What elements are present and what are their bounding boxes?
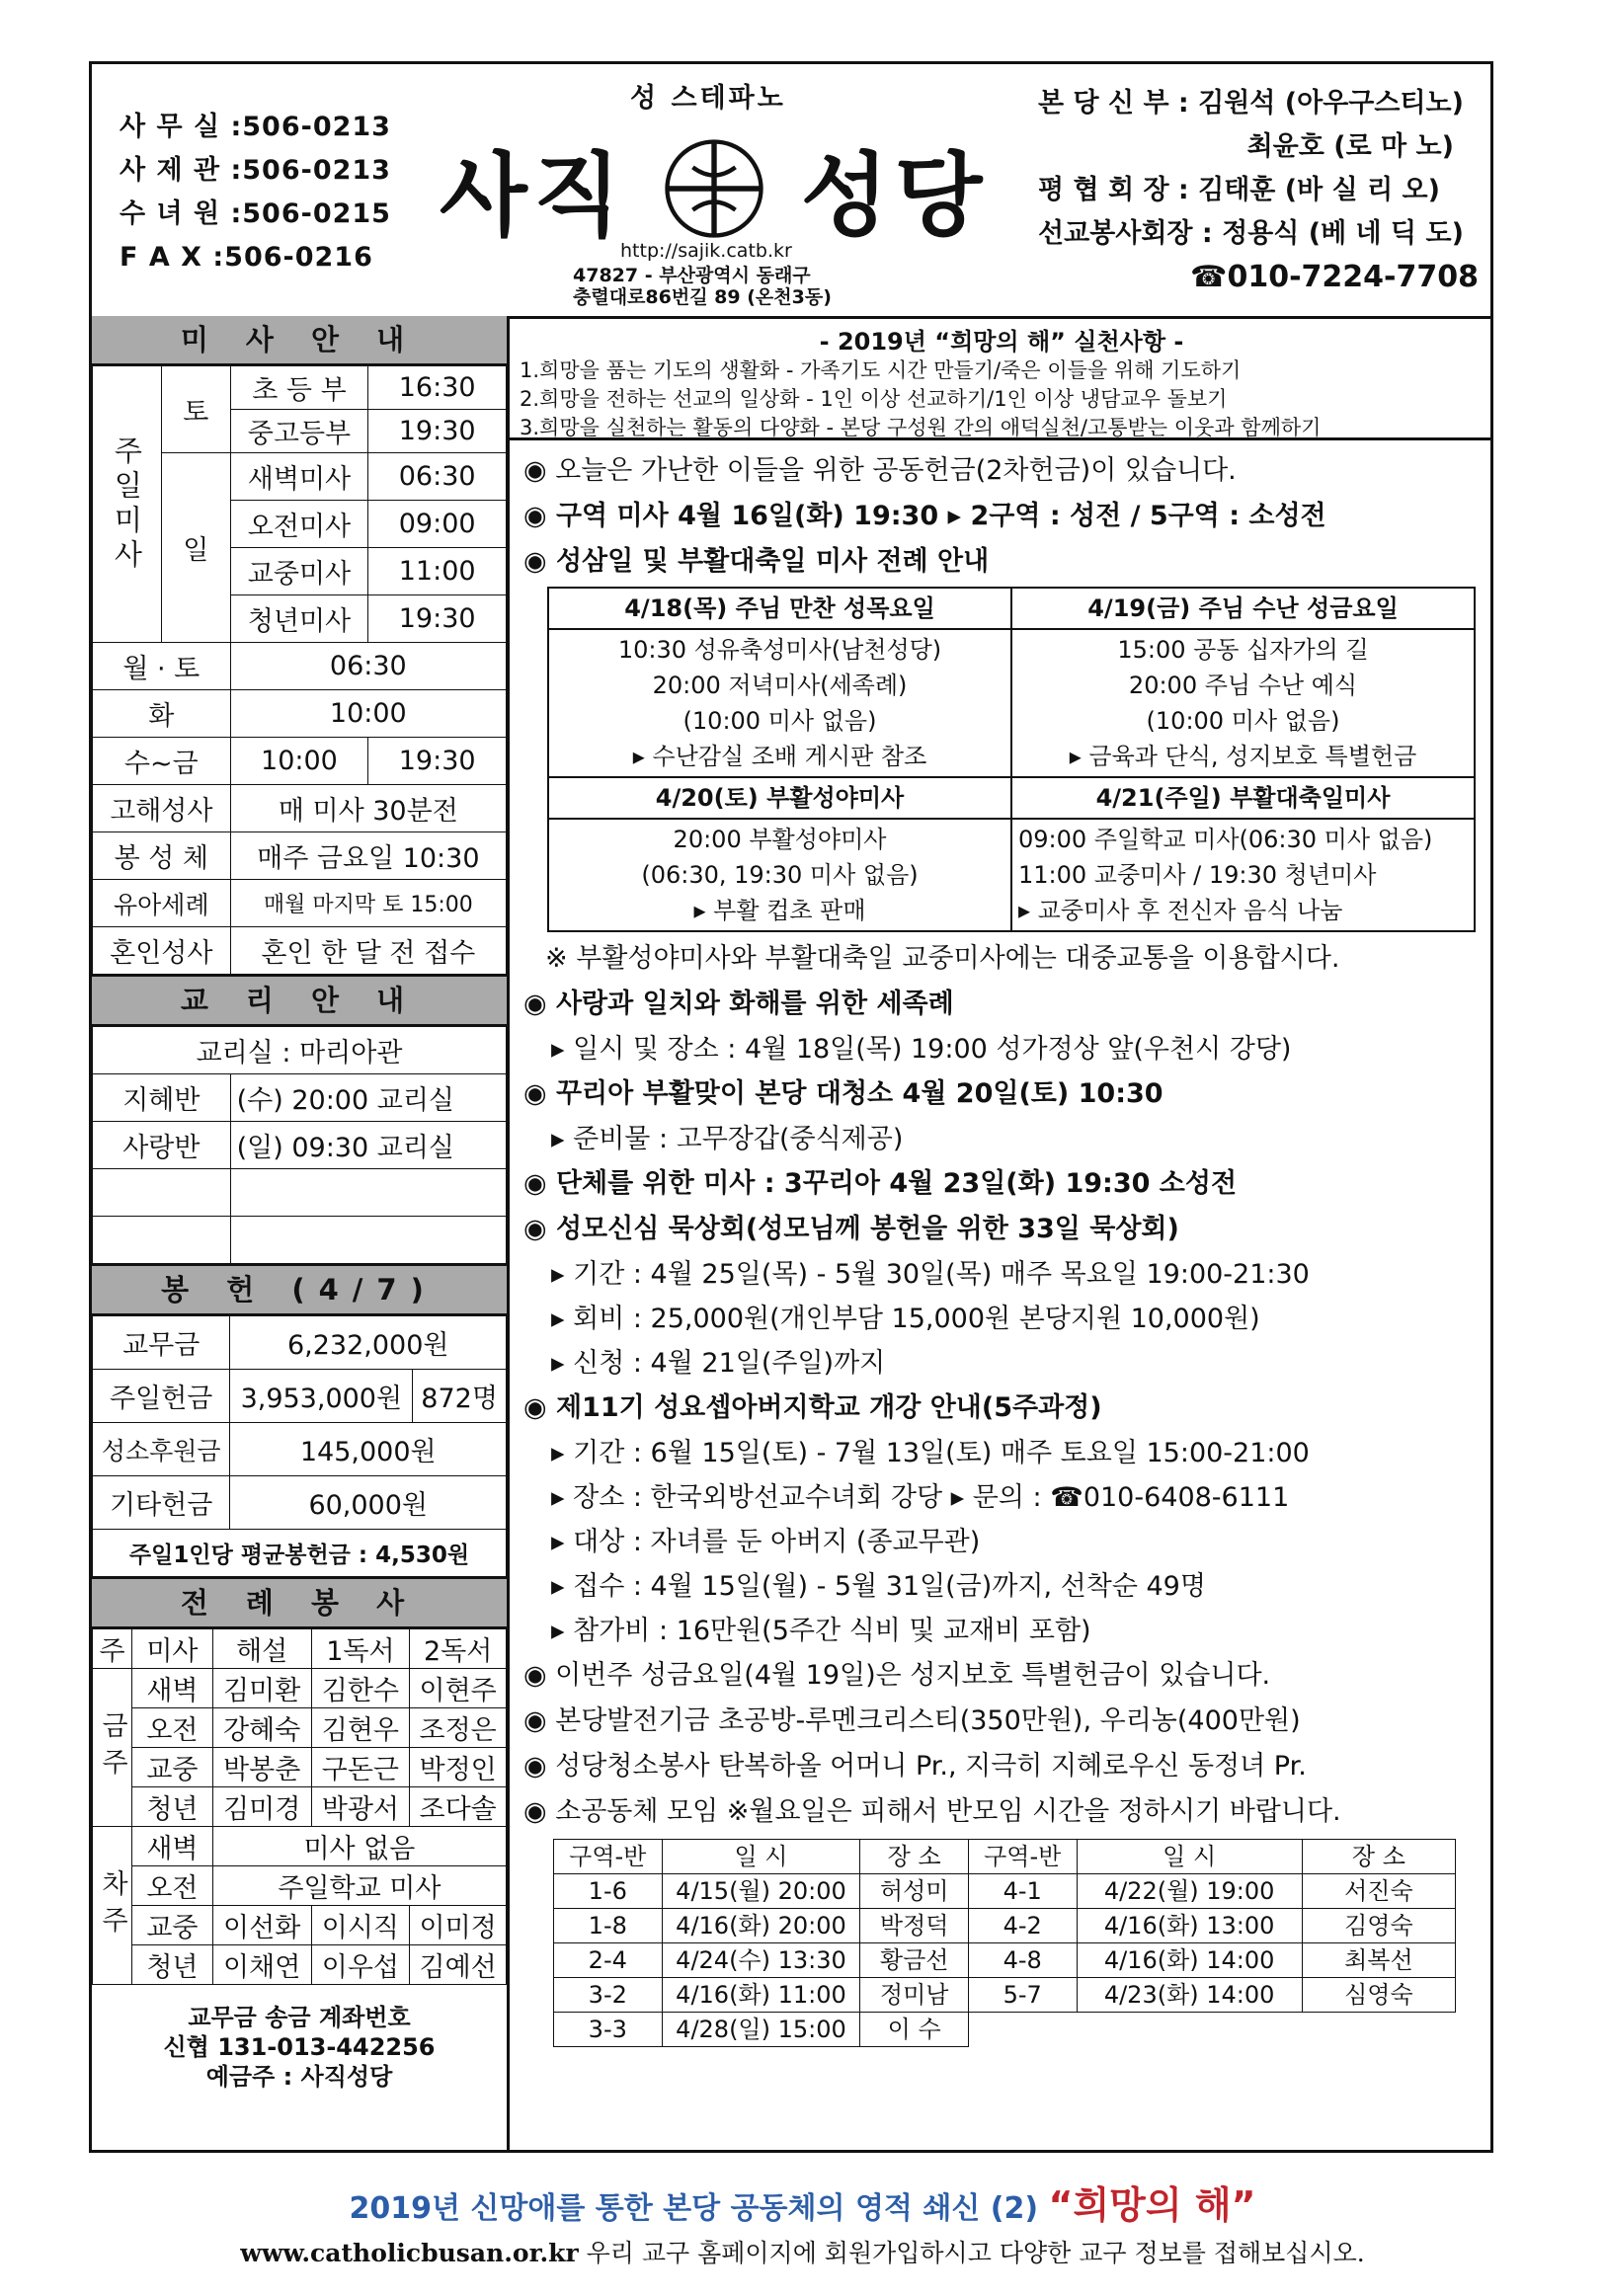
parish-url[interactable]: http://sajik.catb.kr [620, 240, 792, 262]
notice-item: ◉ 소공동체 모임 ※월요일은 피해서 반모임 시간을 정하시기 바랍니다. [523, 1796, 1341, 1827]
offering-heading: 봉 헌 (4/7) [92, 1264, 507, 1315]
parish-address: 47827 - 부산광역시 동래구 충렬대로86번길 89 (온천3동) [573, 265, 832, 308]
table-row: 구역-반 일 시 장 소 구역-반 일 시 장 소 [554, 1840, 1456, 1874]
notice-sub: ▸ 회비 : 25,000원(개인부담 15,000원 본당지원 10,000원) [551, 1304, 1260, 1334]
notice-item: ◉ 성삼일 및 부활대축일 미사 전례 안내 [523, 546, 990, 577]
notice-item: ◉ 본당발전기금 초공방-루멘크리스티(350만원), 우리농(400만원) [523, 1705, 1301, 1736]
table-row: 3-2 4/16(화) 11:00 정미남 5-7 4/23(화) 14:00 심영숙 [554, 1978, 1456, 2013]
table-row: 3-3 4/28(일) 15:00 이 수 [554, 2013, 1456, 2047]
mass-table: 주일미사 토 초 등 부 16:30 중고등부 19:30 일 새벽미사 06:30 오전미사 09:00 교중미사 11:00 청년미사 19:30 월 · 토 06:30 화 10:00 수~금 10:00 19:30 고해성사 매 미사 30분전 봉 성 체 매주 금요일 10:30 유아세례 매월 마지막 토 15:00 혼인성사 혼인 한 달 전 접수 [92, 365, 507, 975]
notice-sub: ▸ 참가비 : 16만원(5주간 식비 및 교재비 포함) [551, 1616, 1091, 1646]
contact-fax: F A X :506-0216 [120, 242, 373, 273]
right-column [510, 316, 1493, 2151]
footer-slogan: 2019년 신망애를 통한 본당 공동체의 영적 쇄신 (2) “희망의 해” [349, 2183, 1256, 2227]
service-heading: 전 례 봉 사 [92, 1577, 507, 1628]
left-column [92, 316, 510, 2151]
table-row: 1-8 4/16(화) 20:00 박정덕 4-2 4/16(화) 13:00 김영숙 [554, 1909, 1456, 1943]
liturgy-table: 4/18(목) 주님 만찬 성목요일 4/19(금) 주님 수난 성금요일 10:30 성유축성미사(남천성당) 20:00 저녁미사(세족례) (10:00 미사 없음) ▸ 수난감실 조배 게시판 참조 15:00 공동 십자가의 길 20:00 주님 수난 예식 (10:00 미사 없음) ▸ 금육과 단식, 성지보호 특별헌금 4/20(토) 부활성야미사 4/21(주일) 부활대축일미사 20:00 부활성야미사 (06:30, 19:30 미사 없음) ▸ 부활 컵초 판매 09:00 주일학교 미사(06:30 미사 없음) 11:00 교중미사 / 19:30 청년미사 ▸ 교중미사 후 전신자 음식 나눔 [547, 587, 1476, 932]
mass-heading: 미 사 안 내 [92, 316, 507, 365]
bulletin-header [92, 64, 1490, 319]
contact-office: 사 무 실 :506-0213 [120, 112, 391, 142]
parish-subtitle: 성 스테파노 [630, 83, 786, 114]
notice-sub: ▸ 기간 : 6월 15일(토) - 7월 13일(토) 매주 토요일 15:00-21:00 [551, 1438, 1310, 1468]
notice-item: ◉ 제11기 성요셉아버지학교 개강 안내(5주과정) [523, 1392, 1102, 1423]
contact-rectory: 사 제 관 :506-0213 [120, 155, 391, 186]
table-row: 2-4 4/24(수) 13:30 황금선 4-8 4/16(화) 14:00 최복선 [554, 1943, 1456, 1978]
table-row: 1-6 4/15(월) 20:00 허성미 4-1 4/22(월) 19:00 서진숙 [554, 1874, 1456, 1909]
notice-sub: ▸ 접수 : 4월 15일(월) - 5월 31일(금)까지, 선착순 49명 [551, 1571, 1206, 1602]
notice-item: ◉ 성당청소봉사 탄복하올 어머니 Pr., 지극히 지혜로우신 동정녀 Pr. [523, 1751, 1307, 1781]
small-group-table [553, 1839, 1456, 2047]
contact-convent: 수 녀 원 :506-0215 [120, 198, 391, 229]
notice-item: ◉ 이번주 성금요일(4월 19일)은 성지보호 특별헌금이 있습니다. [523, 1660, 1271, 1691]
practice-title: - 2019년 “희망의 해” 실천사항 - [819, 328, 1184, 356]
notice-item: ◉ 구역 미사 4월 16일(화) 19:30 ▸ 2구역 : 성전 / 5구역 : 소성전 [523, 501, 1326, 531]
bulletin-frame [89, 61, 1493, 2153]
diocese-link[interactable]: www.catholicbusan.or.kr [240, 2239, 579, 2267]
notice-sub: ▸ 일시 및 장소 : 4월 18일(목) 19:00 성가정상 앞(우천시 강당) [551, 1034, 1292, 1065]
notice-sub: ▸ 신청 : 4월 21일(주일)까지 [551, 1348, 886, 1379]
notice-sub: ▸ 준비물 : 고무장갑(중식제공) [551, 1124, 904, 1154]
cross-logo-icon [661, 135, 767, 242]
notice-list [510, 440, 1493, 2047]
bank-account-info: 교무금 송금 계좌번호 신협 131-013-442256 예금주 : 사직성당 [163, 2004, 436, 2091]
footer-diocese: www.catholicbusan.or.kr 우리 교구 홈페이지에 회원가입하시고 다양한 교구 정보를 접해보십시오. [240, 2239, 1365, 2267]
offering-table: 교무금 6,232,000원 주일헌금 3,953,000원 872명 성소후원금 145,000원 기타헌금 60,000원 주일1인당 평균봉헌금 : 4,530원 [92, 1315, 507, 1577]
notice-sub: ▸ 기간 : 4월 25일(목) - 5월 30일(목) 매주 목요일 19:00-21:30 [551, 1259, 1310, 1290]
notice-item: ◉ 사랑과 일치와 화해를 위한 세족례 [523, 989, 954, 1019]
notice-item: ◉ 오늘은 가난한 이들을 위한 공동헌금(2차헌금)이 있습니다. [523, 455, 1237, 486]
parish-title: 사직 성당 [440, 123, 989, 254]
notice-sub: ▸ 장소 : 한국외방선교수녀회 강당 ▸ 문의 : ☎010-6408-6111 [551, 1482, 1290, 1513]
notice-item: ◉ 꾸리아 부활맞이 본당 대청소 4월 20일(토) 10:30 [523, 1078, 1164, 1109]
catechism-table: 교리실 : 마리아관 지혜반 (수) 20:00 교리실 사랑반 (일) 09:30 교리실 [92, 1026, 507, 1264]
notice-sub: ▸ 대상 : 자녀를 둔 아버지 (종교무관) [551, 1527, 981, 1557]
service-table: 주 미사 해설 1독서 2독서 금주 새벽 김미환 김한수 이현주 오전 강혜숙 김현우 조정은 교중 박봉춘 구돈근 박정인 청년 김미경 박광서 조다솔 차주 새벽 미사 없음 오전 주일학교 미사 교중 이선화 이시직 이미정 청년 이채연 이우섭 김예선 [92, 1628, 507, 1985]
practice-box: - 2019년 “희망의 해” 실천사항 - 1.희망을 품는 기도의 생활화 - 가족기도 시간 만들기/죽은 이들을 위해 기도하기 2.희망을 전하는 선교의 일상화 - 1인 이상 선교하기/1인 이상 냉담교우 돌보기 3.희망을 실천하는 활동의 다양화 - 본당 구성원 간의 애덕실천/고통받는 이웃과 함께하기 [510, 316, 1493, 440]
catechism-heading: 교 리 안 내 [92, 975, 507, 1026]
staff-list: 본 당 신 부 : 김원석 (아우구스티노) 최윤호 (로 마 노) 평 협 회 장 : 김태훈 (바 실 리 오) 선교봉사회장 : 정용식 (베 네 딕 도) [1038, 88, 1464, 249]
contact-phone: ☎010-7224-7708 [1190, 260, 1479, 294]
notice-item: ※ 부활성야미사와 부활대축일 교중미사에는 대중교통을 이용합시다. [545, 943, 1340, 974]
notice-item: ◉ 성모신심 묵상회(성모님께 봉헌을 위한 33일 묵상회) [523, 1214, 1179, 1244]
contact-list [120, 106, 391, 279]
notice-item: ◉ 단체를 위한 미사 : 3꾸리아 4월 23일(화) 19:30 소성전 [523, 1168, 1238, 1199]
